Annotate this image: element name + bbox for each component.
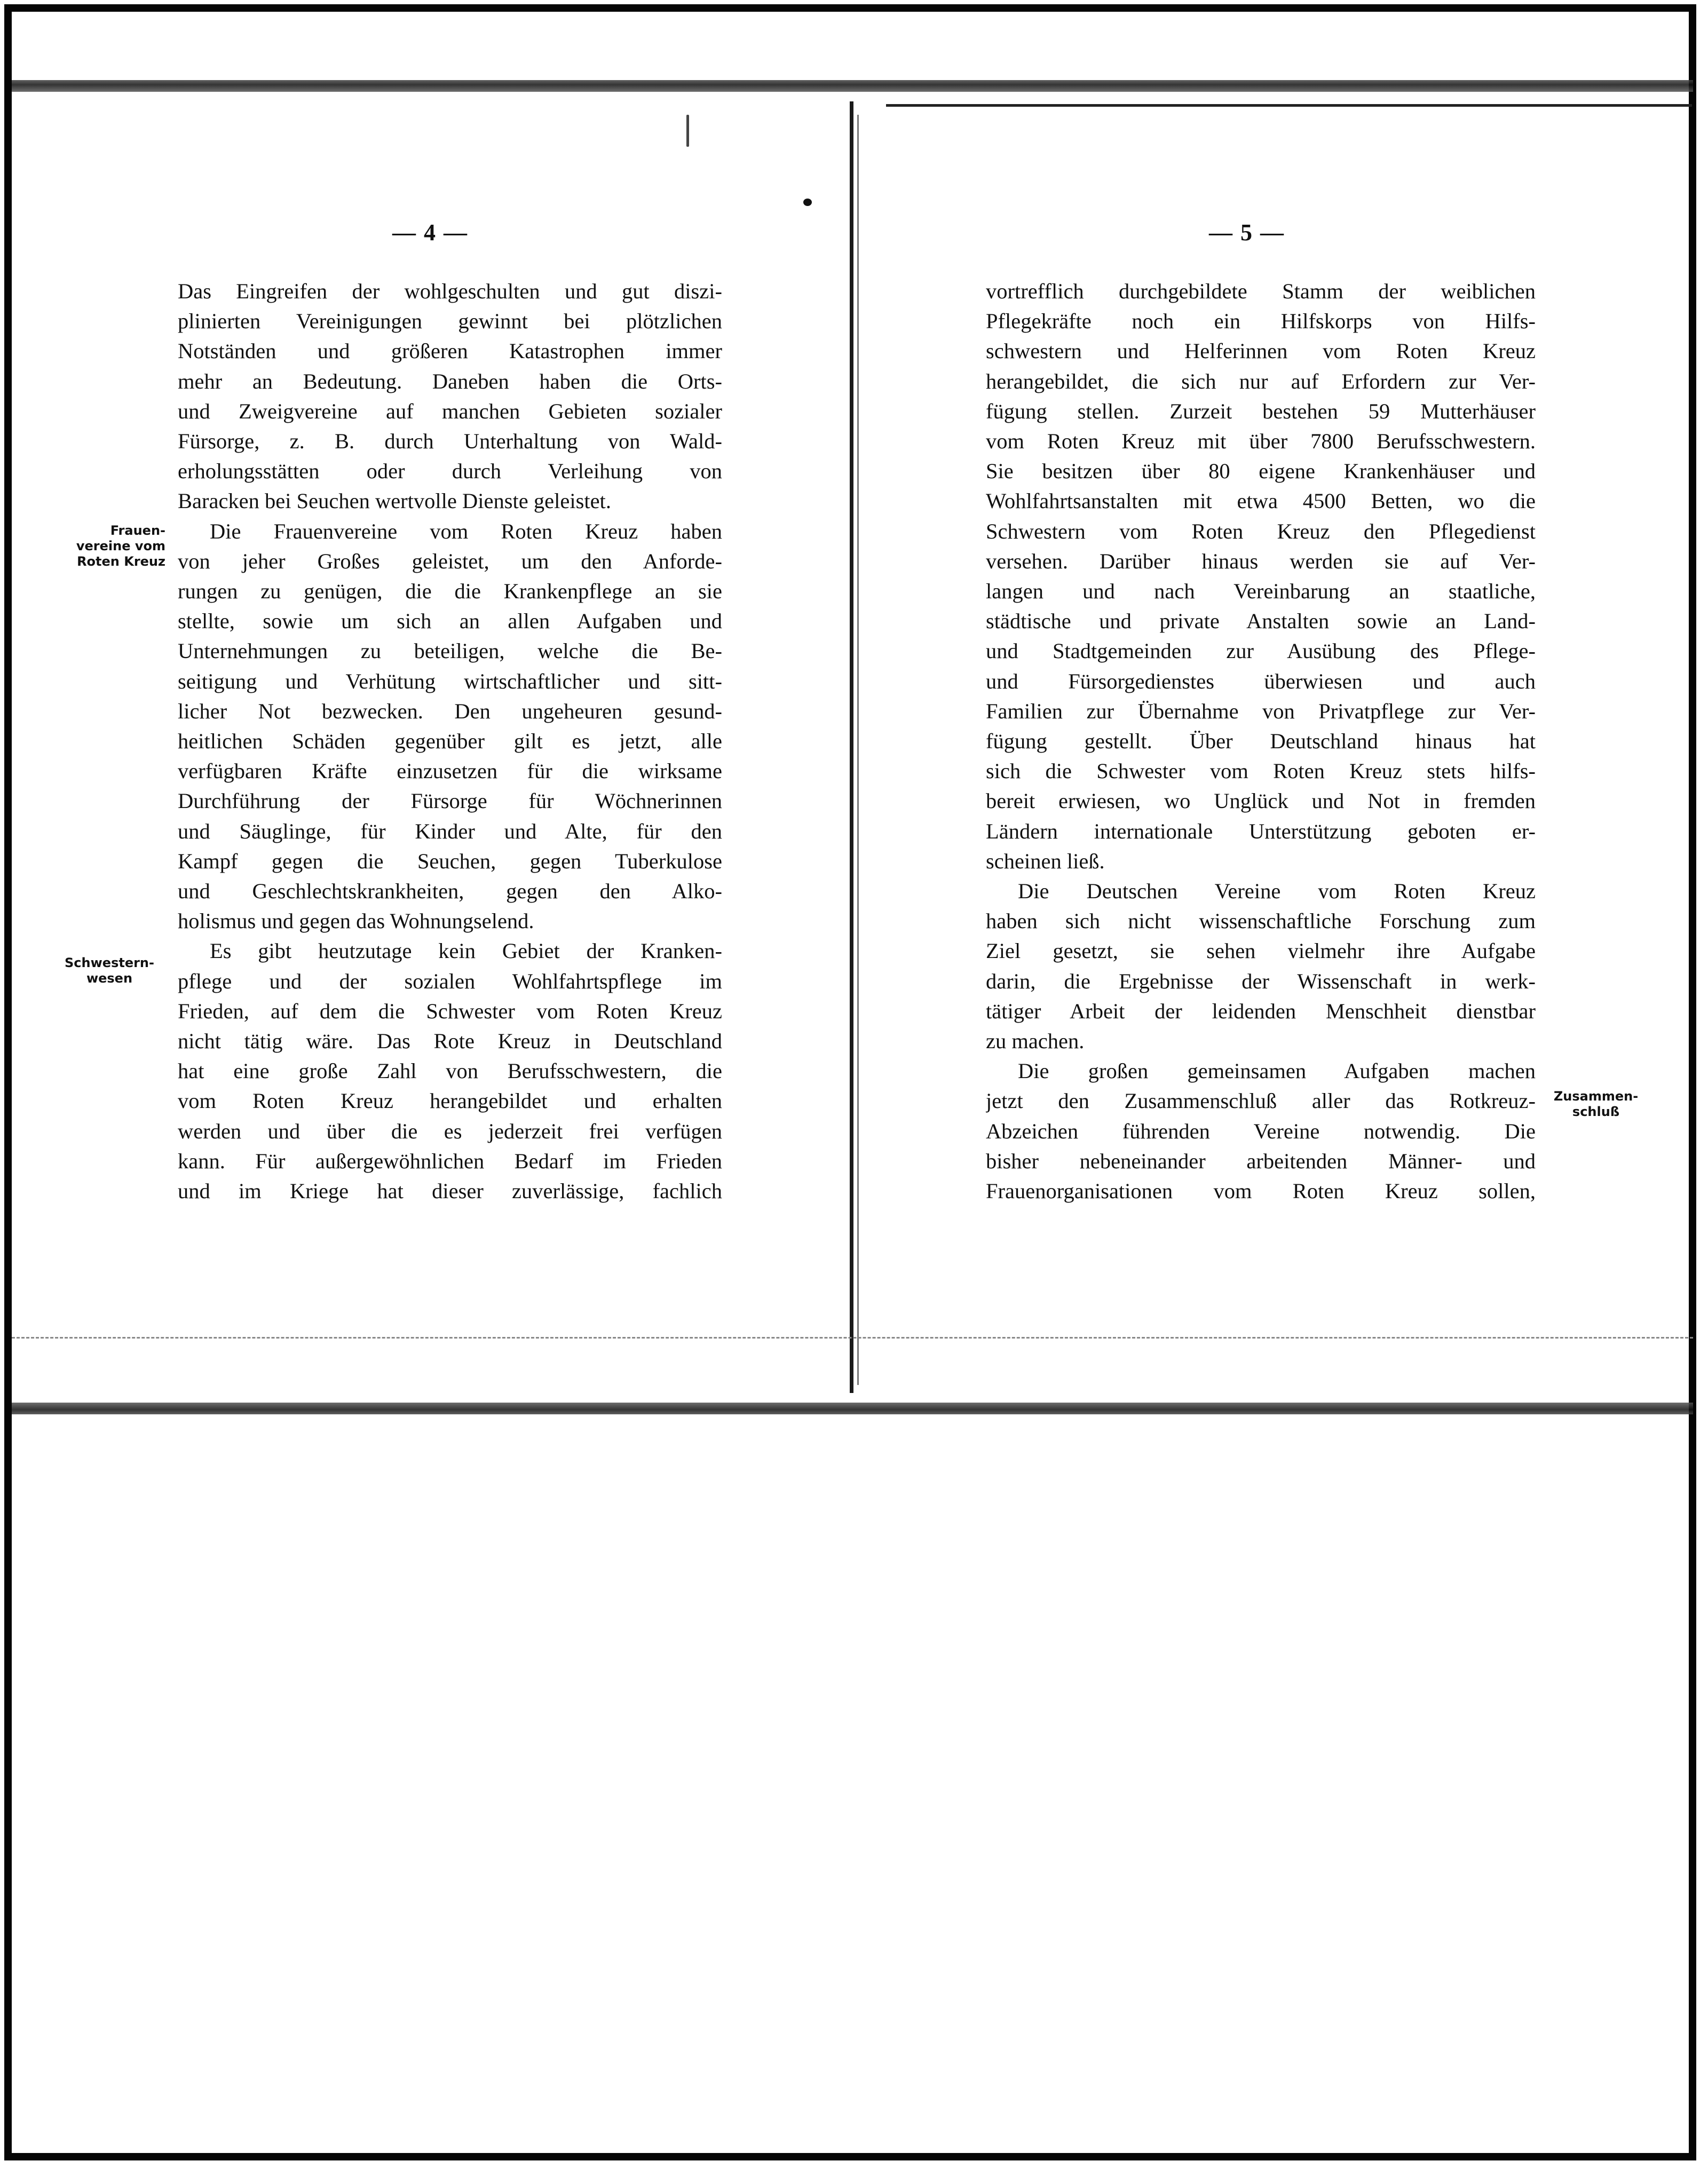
text-line: Baracken bei Seuchen wertvolle Dienste geleistet. (178, 489, 611, 513)
text-line: städtische und private Anstalten sowie an Land- (986, 609, 1536, 634)
text-line: von jeher Großes geleistet, um den Anforde- (178, 549, 722, 573)
text-line: erholungsstätten oder durch Verleihung von (178, 459, 722, 484)
scan-bottom-edge (12, 1403, 1693, 1414)
text-line: Kampf gegen die Seuchen, gegen Tuberkulose (178, 849, 722, 873)
text-line: versehen. Darüber hinaus werden sie auf Ver- (986, 549, 1536, 573)
margin-note-zusammenschluss: Zusammen- schluß (1553, 1089, 1639, 1119)
text-line: bisher nebeneinander arbeitenden Männer- und (986, 1149, 1536, 1173)
text-column-left (178, 276, 722, 1206)
scan-speck (686, 115, 689, 147)
book-spine (850, 101, 853, 1393)
text-line: Ziel gesetzt, sie sehen vielmehr ihre Aufgabe (986, 939, 1536, 963)
page-fold-line (12, 1337, 1693, 1339)
text-line: haben sich nicht wissenschaftliche Forschung zum (986, 909, 1536, 933)
text-column-right (986, 276, 1536, 1206)
text-line: tätiger Arbeit der leidenden Menschheit dienstbar (986, 999, 1536, 1023)
text-line: licher Not bezwecken. Den ungeheuren gesund- (178, 699, 722, 723)
text-line: Notständen und größeren Katastrophen immer (178, 339, 722, 363)
text-line: Die Frauenvereine vom Roten Kreuz haben (210, 519, 722, 543)
text-line: Es gibt heutzutage kein Gebiet der Kranken- (210, 939, 722, 963)
text-line: verfügbaren Kräfte einzusetzen für die wirksame (178, 759, 722, 783)
text-line: herangebildet, die sich nur auf Erfordern zur Ver- (986, 369, 1536, 393)
text-line: seitigung und Verhütung wirtschaftlicher und sitt- (178, 669, 722, 693)
text-line: hat eine große Zahl von Berufsschwestern, die (178, 1059, 722, 1083)
text-line: vom Roten Kreuz mit über 7800 Berufsschwestern. (986, 429, 1536, 454)
text-line: plinierten Vereinigungen gewinnt bei plötzlichen (178, 309, 722, 334)
text-line: zu machen. (986, 1029, 1085, 1054)
text-line: und Säuglinge, für Kinder und Alte, für den (178, 819, 722, 843)
text-line: schwestern und Helferinnen vom Roten Kreuz (986, 339, 1536, 363)
text-line: scheinen ließ. (986, 849, 1105, 873)
page-number-right: — 5 — (1209, 219, 1285, 246)
text-line: stellte, sowie um sich an allen Aufgaben und (178, 609, 722, 634)
text-line: Das Eingreifen der wohlgeschulten und gut diszi- (178, 279, 722, 303)
text-line: Pflegekräfte noch ein Hilfskorps von Hilfs- (986, 309, 1536, 334)
margin-note-schwesternwesen: Schwestern- wesen (65, 955, 154, 986)
text-line: und Stadtgemeinden zur Ausübung des Pflege- (986, 639, 1536, 663)
text-line: darin, die Ergebnisse der Wissenschaft in werk- (986, 969, 1536, 993)
text-line: langen und nach Vereinbarung an staatliche, (986, 579, 1536, 604)
text-line: Frieden, auf dem die Schwester vom Roten Kreuz (178, 999, 722, 1023)
text-line: Sie besitzen über 80 eigene Krankenhäuser und (986, 459, 1536, 484)
book-spine-shadow (857, 115, 859, 1385)
text-line: werden und über die es jederzeit frei verfügen (178, 1119, 722, 1143)
text-line: Familien zur Übernahme von Privatpflege zur Ver- (986, 699, 1536, 723)
text-line: Frauenorganisationen vom Roten Kreuz sollen, (986, 1179, 1536, 1204)
text-line: vortrefflich durchgebildete Stamm der weiblichen (986, 279, 1536, 303)
text-line: und Fürsorgedienstes überwiesen und auch (986, 669, 1536, 693)
text-line: heitlichen Schäden gegenüber gilt es jetzt, alle (178, 729, 722, 754)
text-line: rungen zu genügen, die die Krankenpflege an sie (178, 579, 722, 604)
text-line: fügung stellen. Zurzeit bestehen 59 Mutterhäuser (986, 399, 1536, 423)
text-line: Durchführung der Fürsorge für Wöchnerinnen (178, 789, 722, 813)
scan-speck (803, 199, 812, 206)
text-line: Ländern internationale Unterstützung geboten er- (986, 819, 1536, 843)
text-line: holismus und gegen das Wohnungselend. (178, 909, 534, 933)
text-line: Abzeichen führenden Vereine notwendig. Die (986, 1119, 1536, 1143)
text-line: und Geschlechtskrankheiten, gegen den Alko- (178, 879, 722, 904)
text-line: Die Deutschen Vereine vom Roten Kreuz (1018, 879, 1536, 904)
text-line: Die großen gemeinsamen Aufgaben machen (1018, 1059, 1536, 1083)
text-line: kann. Für außergewöhnlichen Bedarf im Frieden (178, 1149, 722, 1173)
text-line: sich die Schwester vom Roten Kreuz stets hilfs- (986, 759, 1536, 783)
page-number-left: — 4 — (392, 219, 468, 246)
text-line: nicht tätig wäre. Das Rote Kreuz in Deutschland (178, 1029, 722, 1054)
text-line: mehr an Bedeutung. Daneben haben die Orts- (178, 369, 722, 393)
text-line: Unternehmungen zu beteiligen, welche die Be- (178, 639, 722, 663)
margin-note-frauenvereine: Frauen- vereine vom Roten Kreuz (76, 523, 165, 569)
text-line: und im Kriege hat dieser zuverlässige, fachlich (178, 1179, 722, 1204)
text-line: jetzt den Zusammenschluß aller das Rotkreuz- (986, 1089, 1536, 1113)
text-line: Schwestern vom Roten Kreuz den Pflegedienst (986, 519, 1536, 543)
scan-top-edge (12, 80, 1693, 92)
scan-top-edge-right (886, 104, 1692, 107)
text-line: Wohlfahrtsanstalten mit etwa 4500 Betten, wo die (986, 489, 1536, 513)
text-line: bereit erwiesen, wo Unglück und Not in fremden (986, 789, 1536, 813)
text-line: pflege und der sozialen Wohlfahrtspflege im (178, 969, 722, 993)
text-line: vom Roten Kreuz herangebildet und erhalten (178, 1089, 722, 1113)
text-line: Fürsorge, z. B. durch Unterhaltung von Wald- (178, 429, 722, 454)
text-line: und Zweigvereine auf manchen Gebieten sozialer (178, 399, 722, 423)
text-line: fügung gestellt. Über Deutschland hinaus hat (986, 729, 1536, 754)
